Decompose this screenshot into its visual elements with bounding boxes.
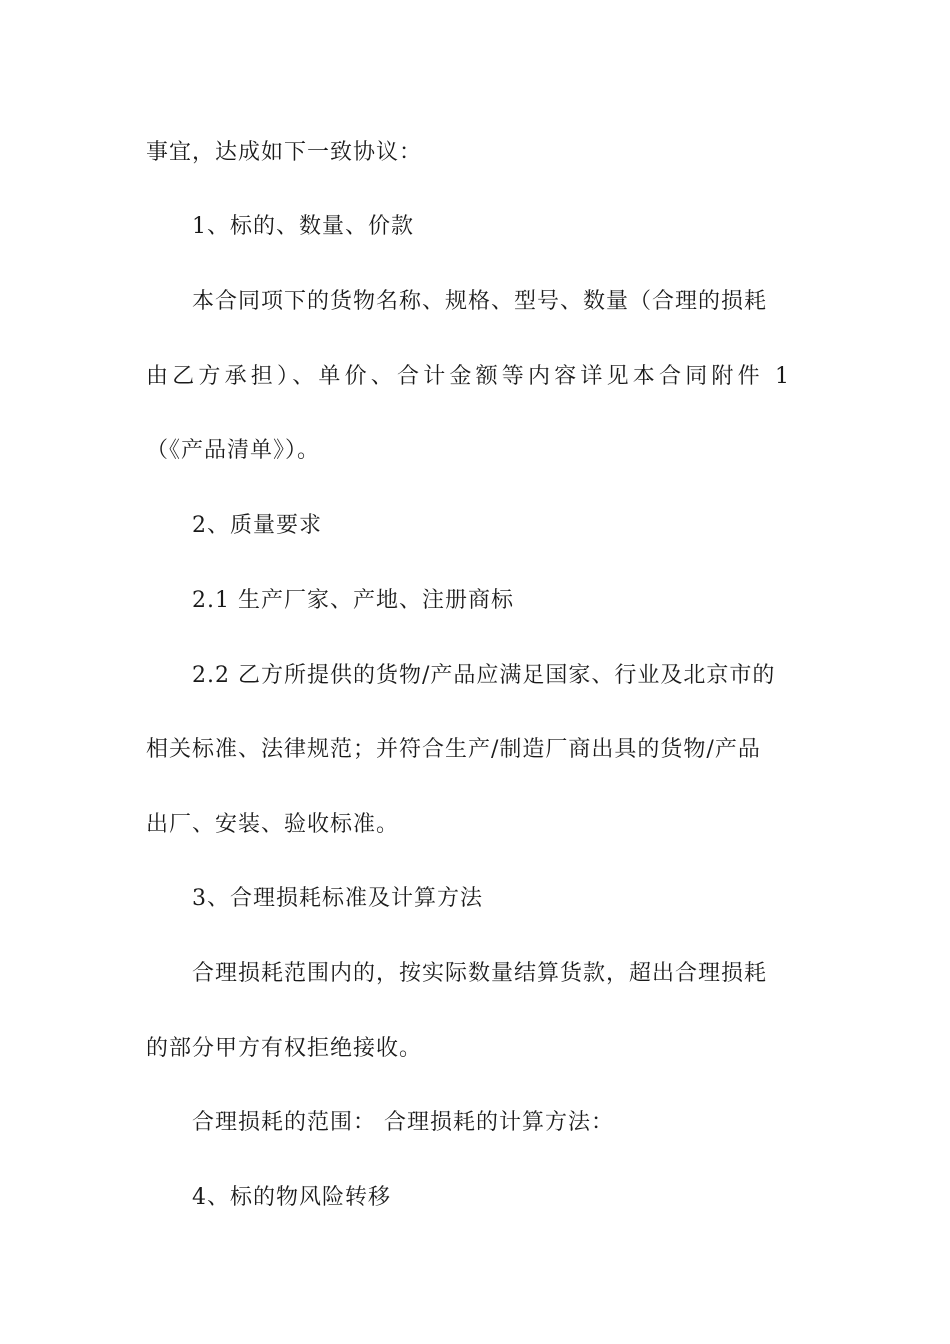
text-line-product-list: （《产品清单》）。 (146, 438, 321, 463)
text-line-loss-range-method: 合理损耗的范围： 合理损耗的计算方法： (192, 1110, 614, 1135)
text-line-manufacturer: 2.1 生产厂家、产地、注册商标 (192, 588, 514, 613)
text-line-goods-details: 本合同项下的货物名称、规格、型号、数量（合理的损耗 (192, 289, 768, 314)
heading-loss-standards: 3、合理损耗标准及计算方法 (192, 886, 483, 911)
heading-risk-transfer: 4、标的物风险转移 (192, 1185, 391, 1210)
text-line-standards: 2.2 乙方所提供的货物/产品应满足国家、行业及北京市的 (192, 663, 776, 688)
text-line-acceptance: 出厂、安装、验收标准。 (146, 812, 400, 837)
text-line-loss-rejection: 的部分甲方有权拒绝接收。 (146, 1036, 423, 1061)
text-line-intro: 事宜，达成如下一致协议： (146, 140, 423, 165)
heading-subject-quantity-price: 1、标的、数量、价款 (192, 214, 414, 239)
text-line-loss-settlement: 合理损耗范围内的，按实际数量结算货款，超出合理损耗 (192, 961, 768, 986)
text-line-goods-details-cont: 由乙方承担）、单价、合计金额等内容详见本合同附件 1 (146, 364, 794, 389)
heading-quality-requirements: 2、质量要求 (192, 513, 322, 538)
text-line-standards-cont: 相关标准、法律规范；并符合生产/制造厂商出具的货物/产品 (146, 737, 761, 762)
